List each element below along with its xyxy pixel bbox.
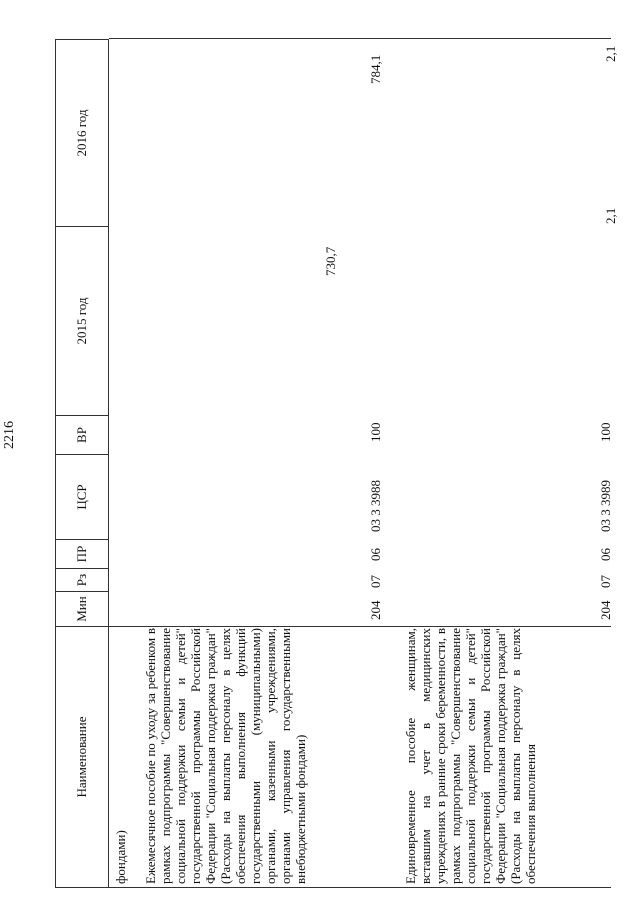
row-min: 204: [368, 600, 383, 620]
row-name: Единовременное пособие женщинам, вставшим на учет в медицинских учреждениях в ранние сроки беременности, в рамках подпрограммы "Совершенствование социальной поддержки семьи и детей" государственной программы Российской Федерации "Социальная поддержка граждан" (Расходы на выплаты персоналу в целях обеспечения выполнения: [403, 628, 538, 884]
row-rz: 07: [368, 575, 383, 588]
column-rule: [109, 38, 611, 39]
row-2016: 2,1: [603, 45, 618, 62]
column-rule: [109, 626, 611, 627]
header-pr: ПР: [55, 539, 109, 569]
header-name: Наименование: [55, 626, 109, 888]
budget-table: [55, 38, 618, 888]
row-2016: 784,1: [368, 54, 383, 84]
row-rz: 07: [598, 575, 613, 588]
row-pr: 06: [368, 548, 383, 561]
row-2015: 2,1: [603, 207, 618, 224]
row-2015: 730,7: [323, 246, 338, 276]
row-name: фондами): [113, 830, 128, 884]
header-min: Мин: [55, 591, 109, 627]
table-header: [55, 38, 109, 888]
row-pr: 06: [598, 548, 613, 561]
header-rz: Рз: [55, 568, 109, 592]
header-vr: ВР: [55, 415, 109, 455]
column-rule: [109, 887, 611, 888]
header-2016: 2016 год: [55, 39, 109, 227]
header-2015: 2015 год: [55, 226, 109, 416]
row-csr: 03 3 3988: [368, 480, 383, 532]
row-name: Ежемесячное пособие по уходу за ребенком в рамках подпрограммы "Совершенствование социальной поддержки семьи и детей" государственной программы Российской Федерации "Социальная поддержка граждан" (Расходы на выплаты персоналу в целях обеспечения выполнения функций государственными (муниципальными) органами, казенными учреждениями, органами управления государственными внебюджетными фондами): [143, 628, 308, 884]
row-csr: 03 3 3989: [598, 480, 613, 532]
row-vr: 100: [598, 422, 613, 442]
row-min: 204: [598, 600, 613, 620]
header-csr: ЦСР: [55, 454, 109, 540]
row-vr: 100: [368, 422, 383, 442]
page-number: 2216: [2, 421, 17, 449]
